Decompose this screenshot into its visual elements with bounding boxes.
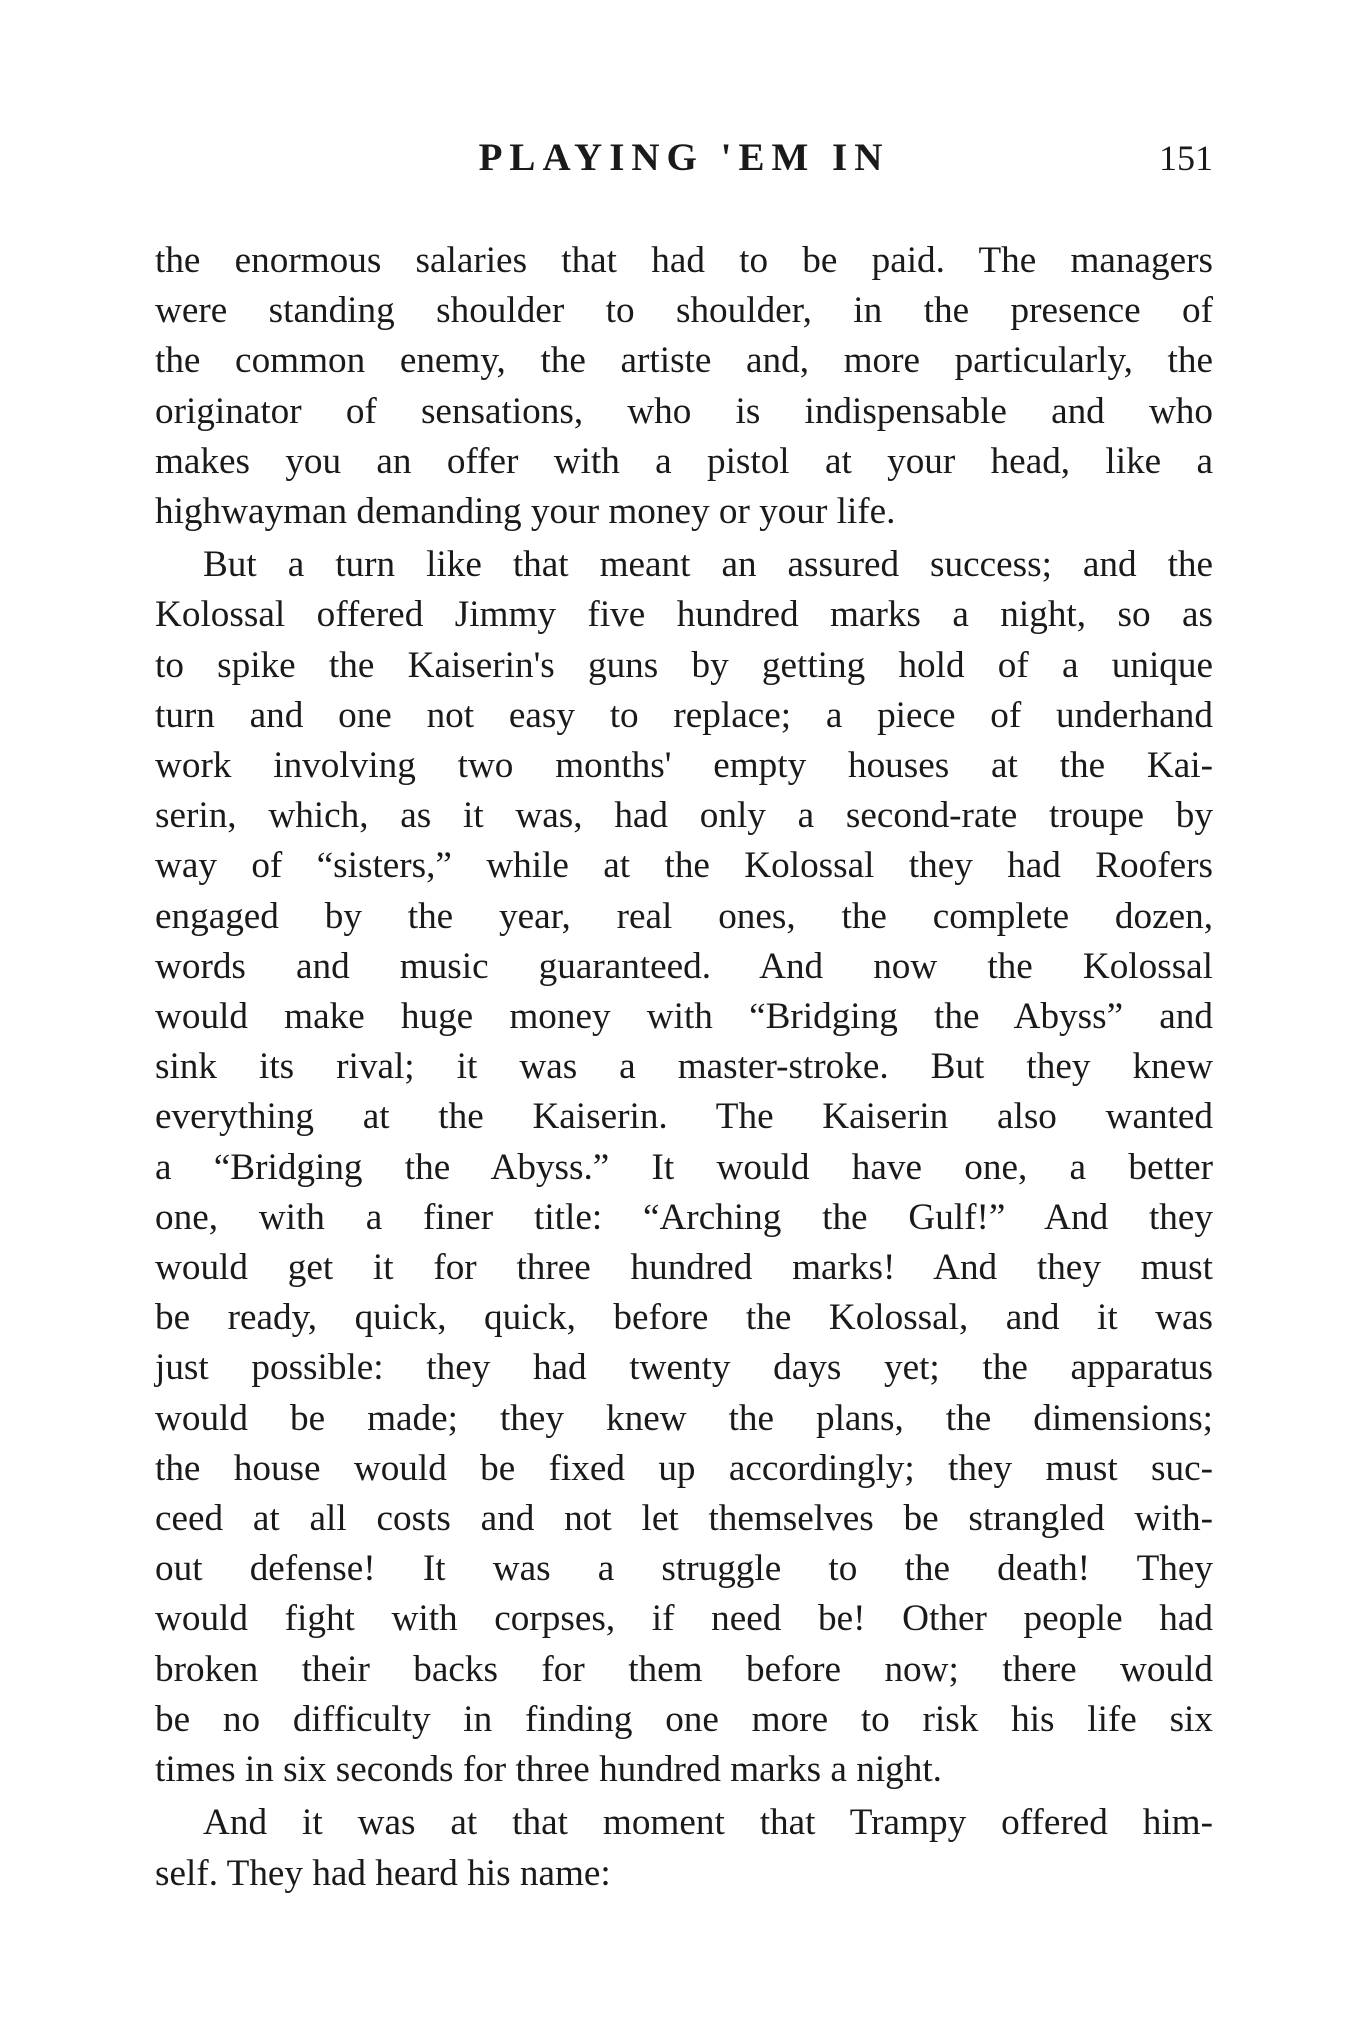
text-line: out defense! It was a struggle to the death! They [155, 1548, 1213, 1590]
text-line: self. They had heard his name: [155, 1852, 611, 1894]
text-line: turn and one not easy to replace; a piece of underhand [155, 694, 1213, 736]
text-line: be ready, quick, quick, before the Kolossal, and it was [155, 1297, 1213, 1339]
page-number: 151 [1159, 138, 1213, 178]
body-text [155, 236, 1213, 1899]
text-line: were standing shoulder to shoulder, in the presence of [155, 290, 1213, 332]
text-line: the house would be fixed up accordingly; they must suc- [155, 1447, 1213, 1489]
text-line: engaged by the year, real ones, the complete dozen, [155, 895, 1213, 937]
text-line: serin, which, as it was, had only a second-rate troupe by [155, 795, 1213, 837]
text-line: the common enemy, the artiste and, more particularly, the [155, 340, 1213, 382]
text-line: to spike the Kaiserin's guns by getting hold of a unique [155, 644, 1213, 686]
text-line: Kolossal offered Jimmy five hundred marks a night, so as [155, 594, 1213, 636]
text-line: way of “sisters,” while at the Kolossal they had Roofers [155, 845, 1213, 887]
text-line: everything at the Kaiserin. The Kaiserin also wanted [155, 1096, 1213, 1138]
text-line: would make huge money with “Bridging the Abyss” and [155, 996, 1213, 1038]
text-line: And it was at that moment that Trampy offered him- [203, 1802, 1213, 1844]
text-line: sink its rival; it was a master-stroke. But they knew [155, 1046, 1213, 1088]
text-line: be no difficulty in finding one more to risk his life six [155, 1698, 1213, 1740]
text-line: the enormous salaries that had to be paid. The managers [155, 240, 1213, 281]
text-line: ceed at all costs and not let themselves be strangled with- [155, 1498, 1213, 1540]
paragraph-2 [155, 540, 1213, 1795]
text-line: makes you an offer with a pistol at your head, like a [155, 440, 1213, 482]
text-line: one, with a finer title: “Arching the Gulf!” And they [155, 1196, 1213, 1238]
text-line: would be made; they knew the plans, the dimensions; [155, 1397, 1213, 1439]
text-line: highwayman demanding your money or your life. [155, 491, 896, 533]
paragraph-3 [155, 1798, 1213, 1898]
text-line: work involving two months' empty houses at the Kai- [155, 745, 1213, 787]
text-line: would fight with corpses, if need be! Other people had [155, 1598, 1213, 1640]
paragraph-1 [155, 236, 1213, 537]
running-title: PLAYING 'EM IN [478, 136, 890, 179]
running-head [155, 128, 1213, 188]
text-line: just possible: they had twenty days yet; the apparatus [155, 1347, 1213, 1389]
text-line: times in six seconds for three hundred marks a night. [155, 1749, 942, 1791]
text-line: would get it for three hundred marks! And they must [155, 1247, 1213, 1289]
text-line: words and music guaranteed. And now the Kolossal [155, 945, 1213, 987]
text-line: originator of sensations, who is indispensable and who [155, 390, 1213, 432]
text-line: But a turn like that meant an assured success; and the [203, 544, 1213, 586]
text-line: a “Bridging the Abyss.” It would have one, a better [155, 1146, 1213, 1188]
text-line: broken their backs for them before now; there would [155, 1648, 1213, 1690]
